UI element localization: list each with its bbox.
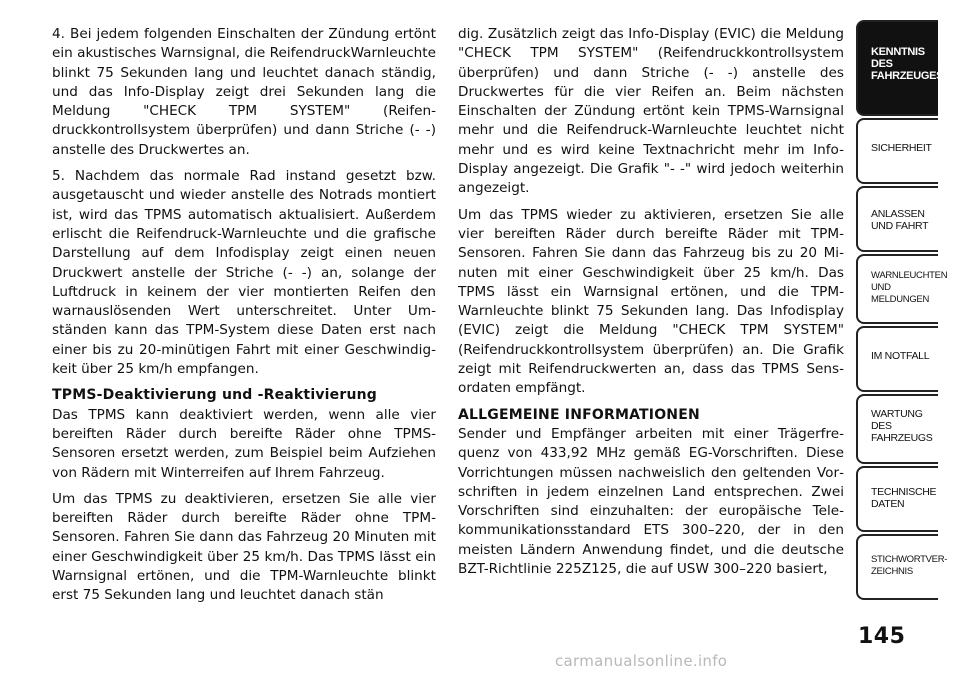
tab-label-line: WARNLEUCHTEN xyxy=(871,270,948,281)
paragraph-deactivation-steps: Um das TPMS zu deaktivieren, ersetzen Sie alle vier bereiften Räder durch bereifte Räder ohne TPM-Sensoren. Fahren Sie dann das Fahrzeug 20 Minuten mit einer Geschwindigkeit über 25 km/h. Das TPMS lässt ein Warnsignal ertönen, und die TPM-Warnleuchte blinkt erst 75 Sekunden lang und leuchtet danach stän xyxy=(52,490,436,604)
tab-label-line: DATEN xyxy=(871,498,905,510)
tab-label-line: ANLASSEN xyxy=(871,208,925,220)
tab-wartung-des-fahrzeugs[interactable] xyxy=(856,394,938,464)
tab-technische-daten[interactable] xyxy=(856,466,938,532)
tab-stichwortverzeichnis[interactable] xyxy=(856,534,948,600)
paragraph-reactivation: Um das TPMS wieder zu aktivieren, ersetzen Sie alle vier bereiften Räder durch bereifte Räder mit TPM-Sensoren. Fahren Sie dann das Fahrzeug bis zu 20 Minuten mit einer Geschwindigkeit über 25 km/h. Das TPMS lässt ein Warnsignal ertönen, und die TPM-Warnleuchte blinkt 75 Sekunden lang. Das Infodisplay (EVIC) zeigt die Meldung "CHECK TPM SYSTEM" (Reifendruckkontrollsystem überprüfen) an. Die Grafik zeigt mit Reifendruckwerten an, dass das TPMS Sensordaten empfängt. xyxy=(458,206,844,397)
paragraph-general-info: Sender und Empfänger arbeiten mit einer Trägerfrequenz von 433,92 MHz gemäß EG-Vorschriften. Diese Vorrichtungen müssen nachweislich den geltenden Vorschriften in jedem einzelnen Land entsprechen. Zwei Vorschriften sind einzuhalten: der europäische Telekommunikationsstandard ETS 300–220, der in den meisten Ländern Anwendung findet, und die deutsche BZT-Richtlinie 225Z125, die auf USW 300–220 basiert, xyxy=(458,425,844,578)
paragraph-step-4: 4. Bei jedem folgenden Einschalten der Zündung ertönt ein akustisches Warnsignal, die ReifendruckWarnleuchte blinkt 75 Sekunden lang und leuchtet danach ständig, und das Info-Display zeigt drei Sekunden lang die Meldung "CHECK TPM SYSTEM" (Reifendruckkontrollsystem überprüfen) und dann Striche (- -) anstelle des Druckwertes an. xyxy=(52,26,436,158)
tab-anlassen-und-fahrt[interactable] xyxy=(856,186,938,252)
section-heading-general-info: ALLGEMEINE INFORMATIONEN xyxy=(458,406,700,423)
tab-label-line: ZEICHNIS xyxy=(871,566,913,577)
tab-label-line: KENNTNIS xyxy=(871,46,925,58)
section-heading-tpms-deactivation: TPMS-Deaktivierung und -Reaktivierung xyxy=(52,387,377,404)
tab-kenntnis-des-fahrzeuges[interactable] xyxy=(856,20,944,116)
right-column xyxy=(458,25,844,579)
tab-im-notfall[interactable] xyxy=(856,326,938,392)
tab-label-line: FAHRZEUGS xyxy=(871,432,933,444)
tab-warnleuchten-und-meldungen[interactable] xyxy=(856,254,948,324)
page-number: 145 xyxy=(858,624,906,649)
tab-label-line: MELDUNGEN xyxy=(871,294,930,305)
tab-label-line: UND xyxy=(871,282,891,293)
tab-label-line: SICHERHEIT xyxy=(871,142,932,154)
paragraph-deactivation-intro: Das TPMS kann deaktiviert werden, wenn alle vier bereiften Räder durch bereifte Räder ohne TPMS-Sensoren ersetzt werden, zum Beispiel beim Aufziehen von Rädern mit Winterreifen auf Ihrem Fahrzeug. xyxy=(52,406,436,481)
tab-label-line: DES xyxy=(871,420,892,432)
tab-label-line: UND FAHRT xyxy=(871,220,929,232)
chapter-tabs xyxy=(856,20,948,602)
tab-label-line: FAHRZEUGES xyxy=(871,70,944,82)
paragraph-deactivation-continued: dig. Zusätzlich zeigt das Info-Display (EVIC) die Meldung "CHECK TPM SYSTEM" (Reifendruckkontrollsystem überprüfen) und dann Striche (- -) anstelle des Druckwertes für die vier Reifen an. Beim nächsten Einschalten der Zündung ertönt kein TPMS-Warnsignal mehr und die Reifendruck-Warnleuchte leuchtet nicht mehr und es wird keine Textnachricht mehr im Info-Display angezeigt. Die Grafik "- -" wird jedoch weiterhin angezeigt. xyxy=(458,26,844,197)
tab-label-line: WARTUNG xyxy=(871,408,923,420)
tab-label-line: IM NOTFALL xyxy=(871,350,930,362)
tab-label-line: STICHWORTVER- xyxy=(871,554,948,565)
tab-label-line: TECHNISCHE xyxy=(871,486,937,498)
tab-sicherheit[interactable] xyxy=(856,118,938,184)
watermark-text: carmanualsonline.info xyxy=(555,652,728,670)
tab-label-line: DES xyxy=(871,58,893,70)
paragraph-step-5: 5. Nachdem das normale Rad instand gesetzt bzw. ausgetauscht und wieder anstelle des Notrads montiert ist, wird das TPMS automatisch aktualisiert. Außerdem erlischt die Reifendruck-Warnleuchte und die grafische Darstellung auf dem Infodisplay zeigt einen neuen Druckwert anstelle der Striche (- -) an, solange der Luftdruck in keinem der vier montierten Reifen den warnauslösenden Wert unterschreitet. Unter Umständen kann das TPM-System diese Daten erst nach einer bis zu 20-minütigen Fahrt mit einer Geschwindigkeit über 25 km/h empfangen. xyxy=(52,168,436,378)
left-column xyxy=(52,25,436,606)
